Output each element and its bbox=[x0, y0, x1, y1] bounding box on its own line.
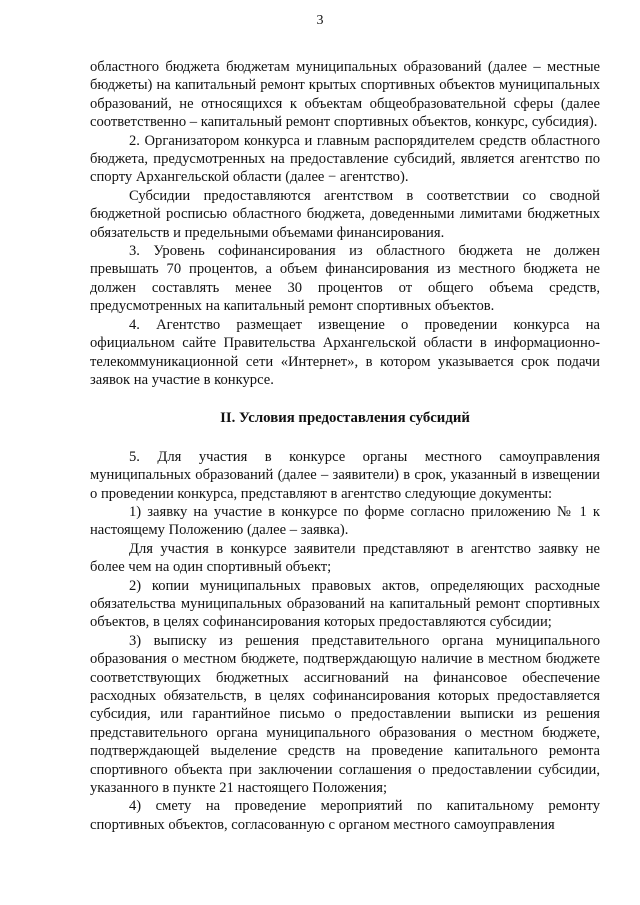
paragraph-subsidy-provision: Субсидии предоставляются агентством в соответствии со сводной бюджетной росписью областного бюджета, доведенными лимитами бюджетных обязательств и предельными объемами финансирования. bbox=[90, 187, 600, 241]
paragraph-organizer: 2. Организатором конкурса и главным распорядителем средств областного бюджета, предусмотренных на предоставление субсидий, является агентство по спорту Архангельской области (далее − агентство). bbox=[90, 132, 600, 186]
paragraph-one-object: Для участия в конкурсе заявители представляют в агентство заявку не более чем на один спортивный объект; bbox=[90, 540, 600, 576]
paragraph-participation: 5. Для участия в конкурсе органы местного самоуправления муниципальных образований (далее – заявители) в срок, указанный в извещении о проведении конкурса, представляют в агентство следующие документы: bbox=[90, 448, 600, 502]
list-item-estimate: 4) смету на проведение мероприятий по капитальному ремонту спортивных объектов, согласованную с органом местного самоуправления bbox=[90, 798, 600, 833]
list-item-budget-extract: 3) выписку из решения представительного органа муниципального образования о местном бюджете, подтверждающую наличие в местном бюджете соответствующих бюджетных ассигнований на финансовое обеспечение расходных обязательств, в целях софинансирования которых предоставляется субсидия, или гарантийное письмо о предоставлении выписки из решения представительного органа муниципального образования о местном бюджете, подтверждающей выделение средств на проведение капитального ремонта спортивного объекта при заключении соглашения о предоставлении субсидии, указанного в пункте 21 настоящего Положения; bbox=[90, 632, 600, 797]
paragraph-cofinancing-level: 3. Уровень софинансирования из областного бюджета не должен превышать 70 процентов, а объем финансирования из местного бюджета не должен составлять менее 30 процентов от общего объема средств, предусмотренных на капитальный ремонт спортивных объектов. bbox=[90, 243, 600, 315]
paragraph-announcement: 4. Агентство размещает извещение о проведении конкурса на официальном сайте Правительства Архангельской области в информационно-телекоммуникационной сети «Интернет», в котором указывается срок подачи заявок на участие в конкурсе. bbox=[90, 316, 600, 388]
paragraph-budget-transfers: областного бюджета бюджетам муниципальных образований (далее – местные бюджеты) на капитальный ремонт крытых спортивных объектов муниципальных образований, не относящихся к объектам общеобразовательной сферы (далее соответственно – капитальный ремонт спортивных объектов, конкурс, субсидия). bbox=[90, 59, 600, 131]
document-body bbox=[90, 58, 600, 834]
section-heading: II. Условия предоставления субсидий bbox=[220, 410, 470, 427]
page-number: 3 bbox=[316, 13, 324, 28]
list-item-legal-acts: 2) копии муниципальных правовых актов, определяющих расходные обязательства муниципальных образований на капитальный ремонт спортивных объектов, в целях софинансирования которых предоставляются субсидии; bbox=[90, 577, 600, 631]
list-item-application: 1) заявку на участие в конкурсе по форме согласно приложению № 1 к настоящему Положению (далее – заявка). bbox=[90, 503, 600, 539]
